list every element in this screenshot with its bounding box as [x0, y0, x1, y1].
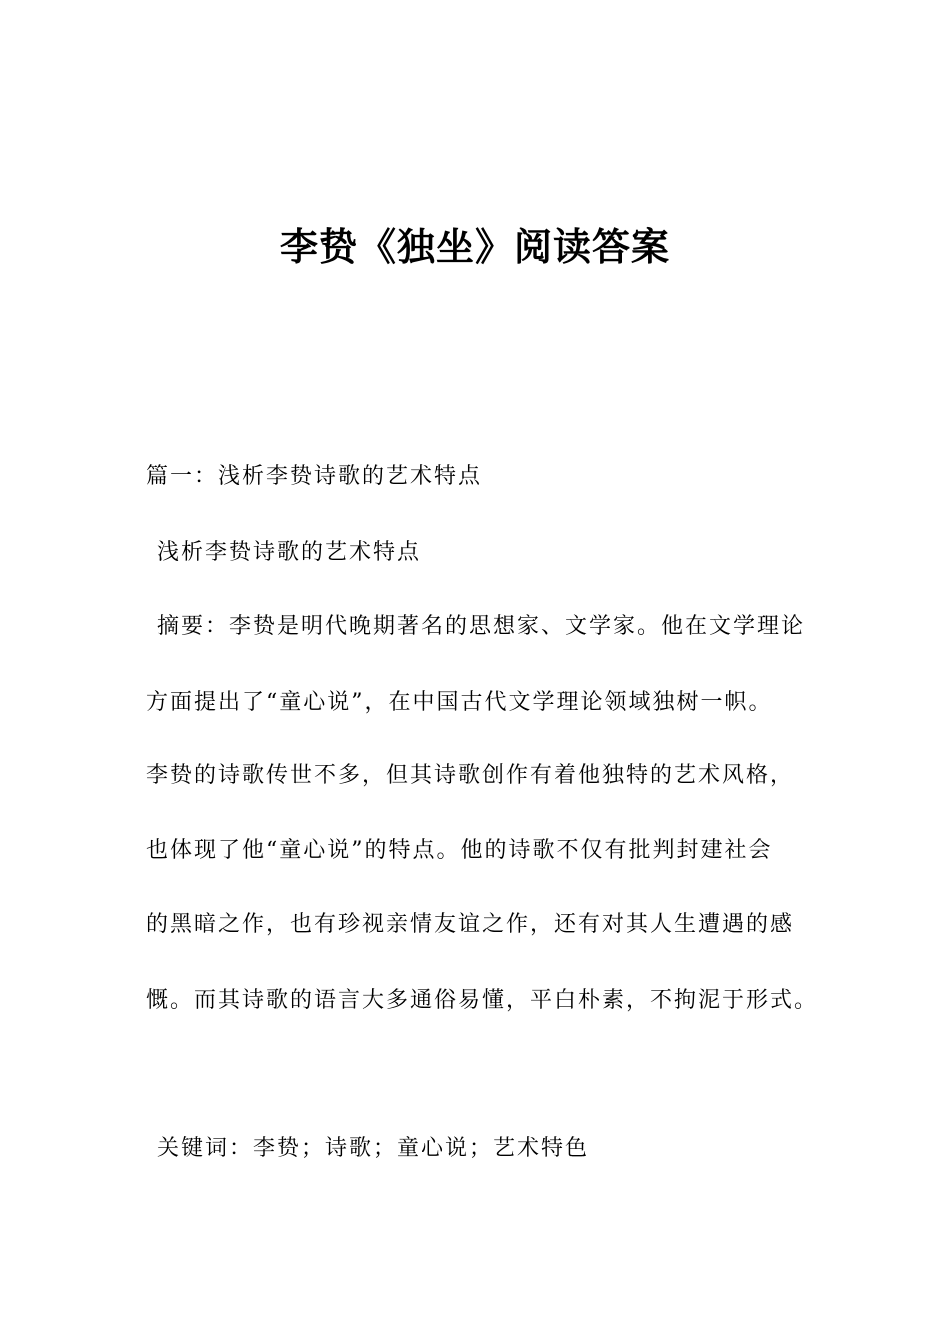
section-heading: 篇一：浅析李贽诗歌的艺术特点 [146, 464, 483, 489]
keywords: 关键词：李贽；诗歌；童心说；艺术特色 [157, 1136, 590, 1161]
article-title: 浅析李贽诗歌的艺术特点 [157, 540, 422, 565]
abstract-line: 李贽的诗歌传世不多，但其诗歌创作有着他独特的艺术风格， [146, 763, 795, 788]
page-title: 李贽《独坐》阅读答案 [279, 225, 670, 269]
abstract-line: 的黑暗之作，也有珍视亲情友谊之作，还有对其人生遭遇的感 [146, 912, 795, 937]
abstract-line: 也体现了他“童心说”的特点。他的诗歌不仅有批判封建社会 [146, 838, 773, 863]
abstract-line: 方面提出了“童心说”，在中国古代文学理论领域独树一帜。 [146, 690, 773, 715]
abstract-line: 慨。而其诗歌的语言大多通俗易懂，平白朴素，不拘泥于形式。 [146, 988, 819, 1013]
abstract-line: 摘要：李贽是明代晚期著名的思想家、文学家。他在文学理论 [157, 614, 806, 639]
